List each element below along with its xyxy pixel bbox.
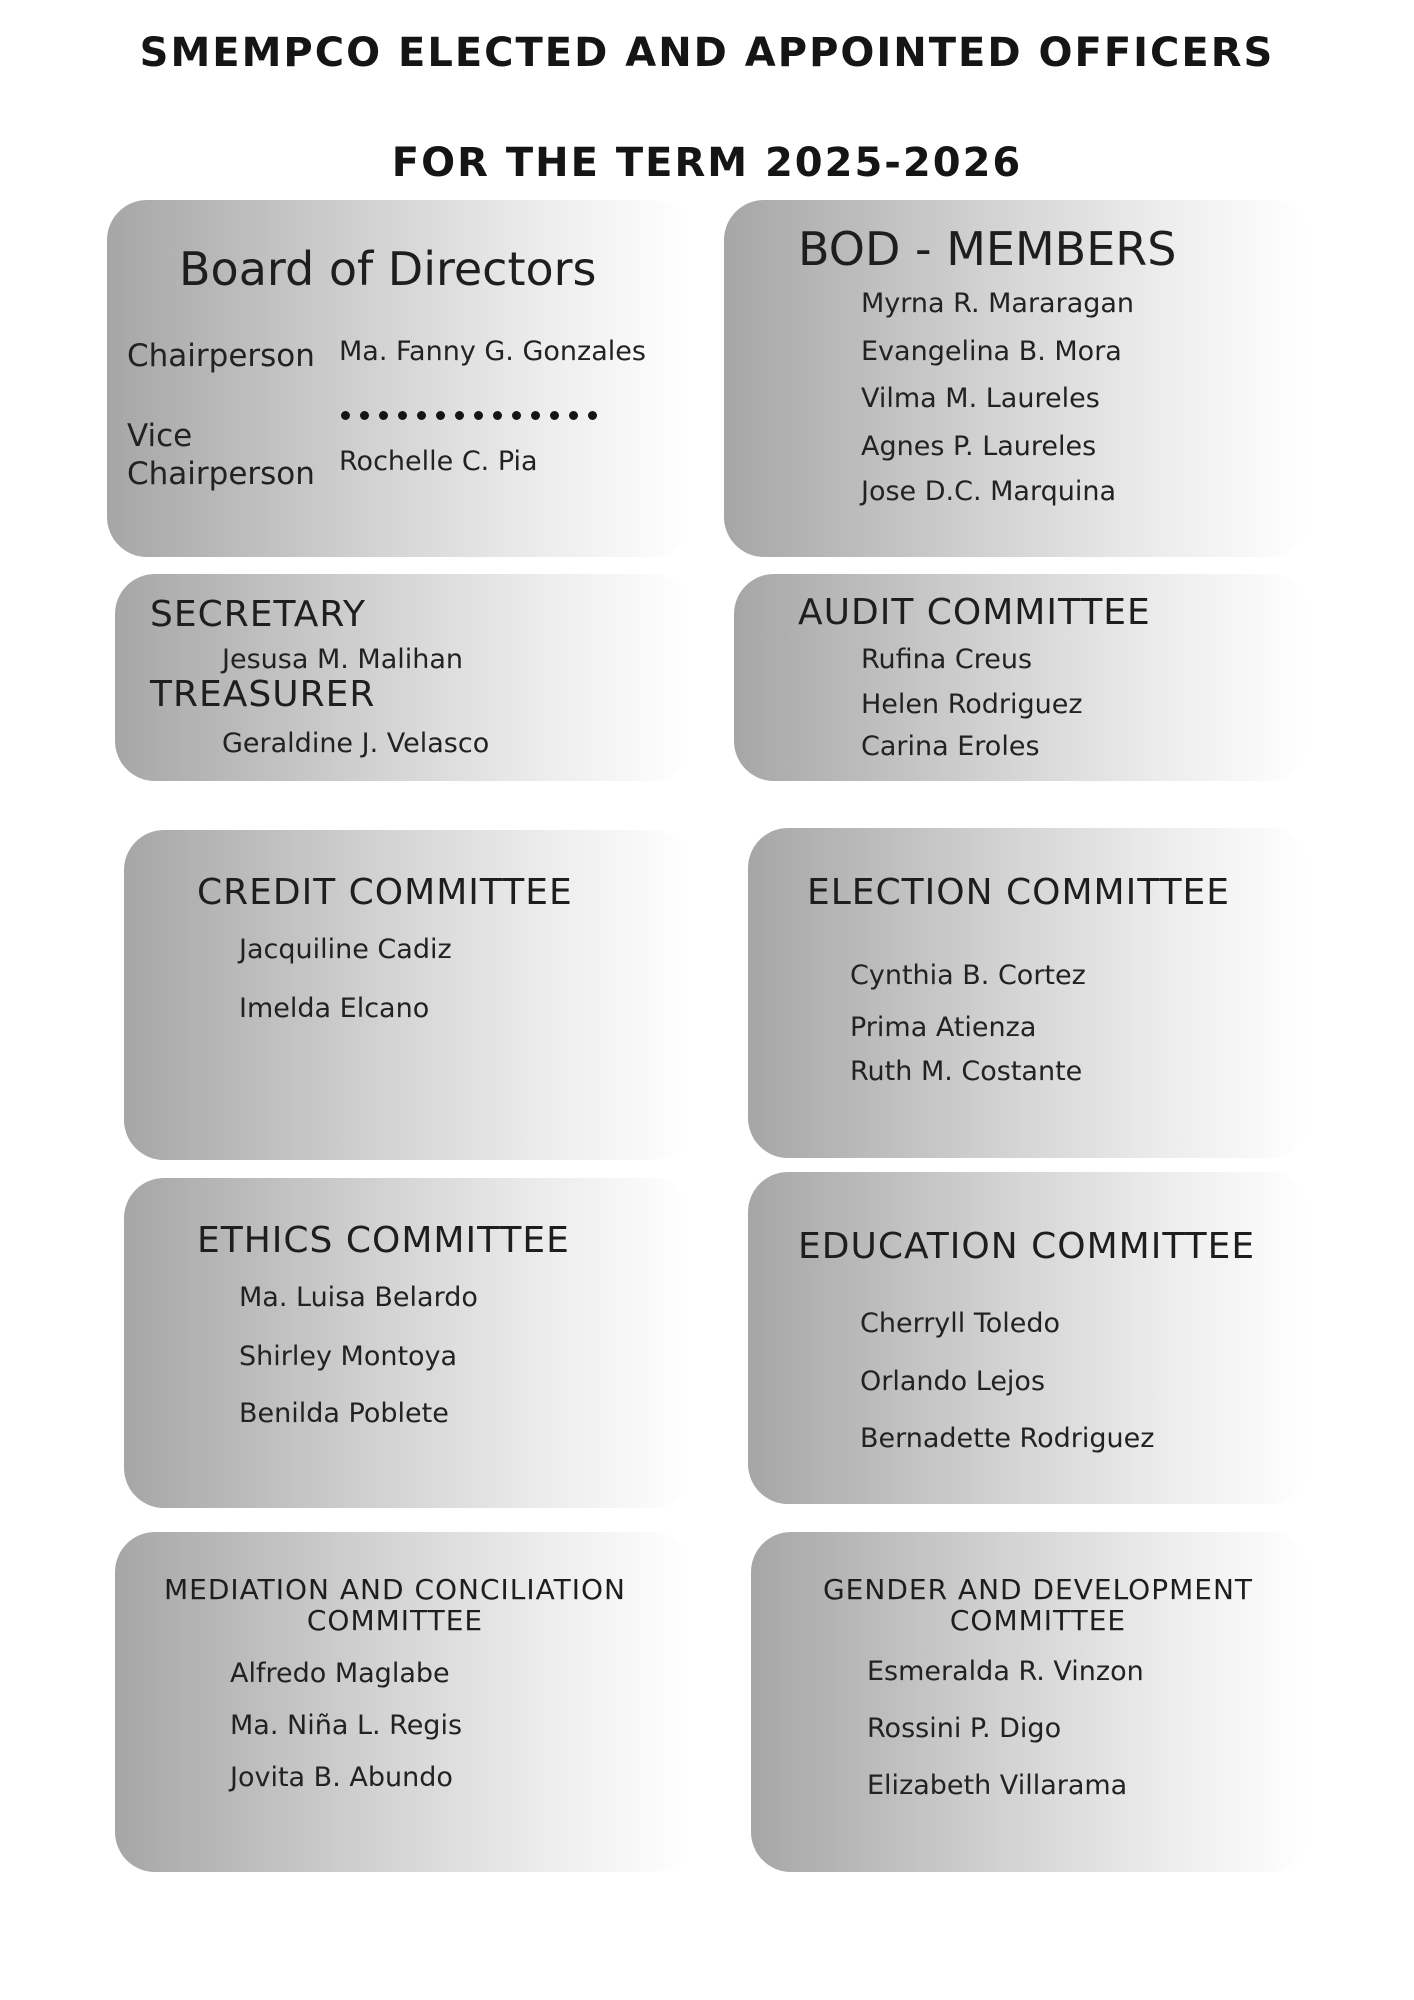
election-committee-card — [748, 828, 1309, 1158]
list-item: Jovita B. Abundo — [230, 1762, 453, 1793]
list-item: Imelda Elcano — [239, 993, 430, 1024]
mediation-heading — [115, 1574, 675, 1636]
bod-members-heading: BOD - MEMBERS — [798, 222, 1177, 276]
list-item: Helen Rodriguez — [861, 689, 1083, 720]
list-item: Evangelina B. Mora — [861, 336, 1122, 367]
chairperson-name: Ma. Fanny G. Gonzales — [339, 336, 646, 367]
list-item: Jacquiline Cadiz — [239, 934, 452, 965]
list-item: Alfredo Maglabe — [230, 1658, 450, 1689]
list-item: Bernadette Rodriguez — [860, 1423, 1155, 1454]
vice-chairperson-label-line1: Vice — [127, 418, 193, 454]
list-item: Ruth M. Costante — [850, 1056, 1083, 1087]
list-item: Shirley Montoya — [239, 1341, 458, 1372]
education-committee-card — [748, 1172, 1309, 1504]
treasurer-heading: TREASURER — [150, 674, 376, 715]
audit-committee-card — [734, 574, 1309, 781]
election-heading: ELECTION COMMITTEE — [807, 872, 1231, 913]
audit-heading: AUDIT COMMITTEE — [798, 592, 1151, 633]
ethics-committee-card — [124, 1178, 692, 1508]
credit-heading: CREDIT COMMITTEE — [197, 872, 573, 913]
gad-heading-line1: GENDER AND DEVELOPMENT — [822, 1573, 1254, 1606]
dotted-divider — [341, 411, 597, 420]
list-item: Benilda Poblete — [239, 1398, 449, 1429]
term-subtitle: FOR THE TERM 2025-2026 — [391, 140, 1023, 186]
mediation-heading-line1: MEDIATION AND CONCILIATION — [164, 1573, 626, 1606]
chairperson-label: Chairperson — [127, 338, 315, 374]
list-item: Esmeralda R. Vinzon — [867, 1656, 1144, 1687]
bod-members-card — [724, 200, 1309, 557]
mediation-committee-card — [115, 1532, 692, 1872]
list-item: Vilma M. Laureles — [861, 383, 1100, 414]
list-item: Elizabeth Villarama — [867, 1770, 1128, 1801]
vice-chairperson-label-line2: Chairperson — [127, 456, 315, 492]
secretary-heading: SECRETARY — [150, 594, 367, 635]
gad-heading — [751, 1574, 1309, 1636]
list-item: Carina Eroles — [861, 731, 1040, 762]
mediation-heading-line2: COMMITTEE — [306, 1604, 484, 1637]
treasurer-name: Geraldine J. Velasco — [222, 728, 490, 759]
board-heading: Board of Directors — [179, 242, 597, 296]
board-of-directors-card — [107, 200, 692, 557]
ethics-heading: ETHICS COMMITTEE — [197, 1220, 570, 1261]
list-item: Orlando Lejos — [860, 1366, 1046, 1397]
list-item: Prima Atienza — [850, 1012, 1037, 1043]
secretary-name: Jesusa M. Malihan — [222, 644, 464, 675]
credit-committee-card — [124, 830, 692, 1160]
list-item: Myrna R. Mararagan — [861, 288, 1135, 319]
list-item: Cynthia B. Cortez — [850, 960, 1086, 991]
list-item: Agnes P. Laureles — [861, 431, 1097, 462]
vice-chairperson-name: Rochelle C. Pia — [339, 446, 538, 477]
list-item: Rufina Creus — [861, 644, 1033, 675]
list-item: Jose D.C. Marquina — [861, 476, 1117, 507]
list-item: Ma. Niña L. Regis — [230, 1710, 463, 1741]
secretary-treasurer-card — [115, 574, 692, 781]
gad-heading-line2: COMMITTEE — [949, 1604, 1127, 1637]
list-item: Ma. Luisa Belardo — [239, 1282, 478, 1313]
gad-committee-card — [751, 1532, 1309, 1872]
list-item: Rossini P. Digo — [867, 1713, 1062, 1744]
education-heading: EDUCATION COMMITTEE — [798, 1226, 1256, 1267]
list-item: Cherryll Toledo — [860, 1308, 1061, 1339]
page-title: SMEMPCO ELECTED AND APPOINTED OFFICERS — [139, 30, 1275, 76]
